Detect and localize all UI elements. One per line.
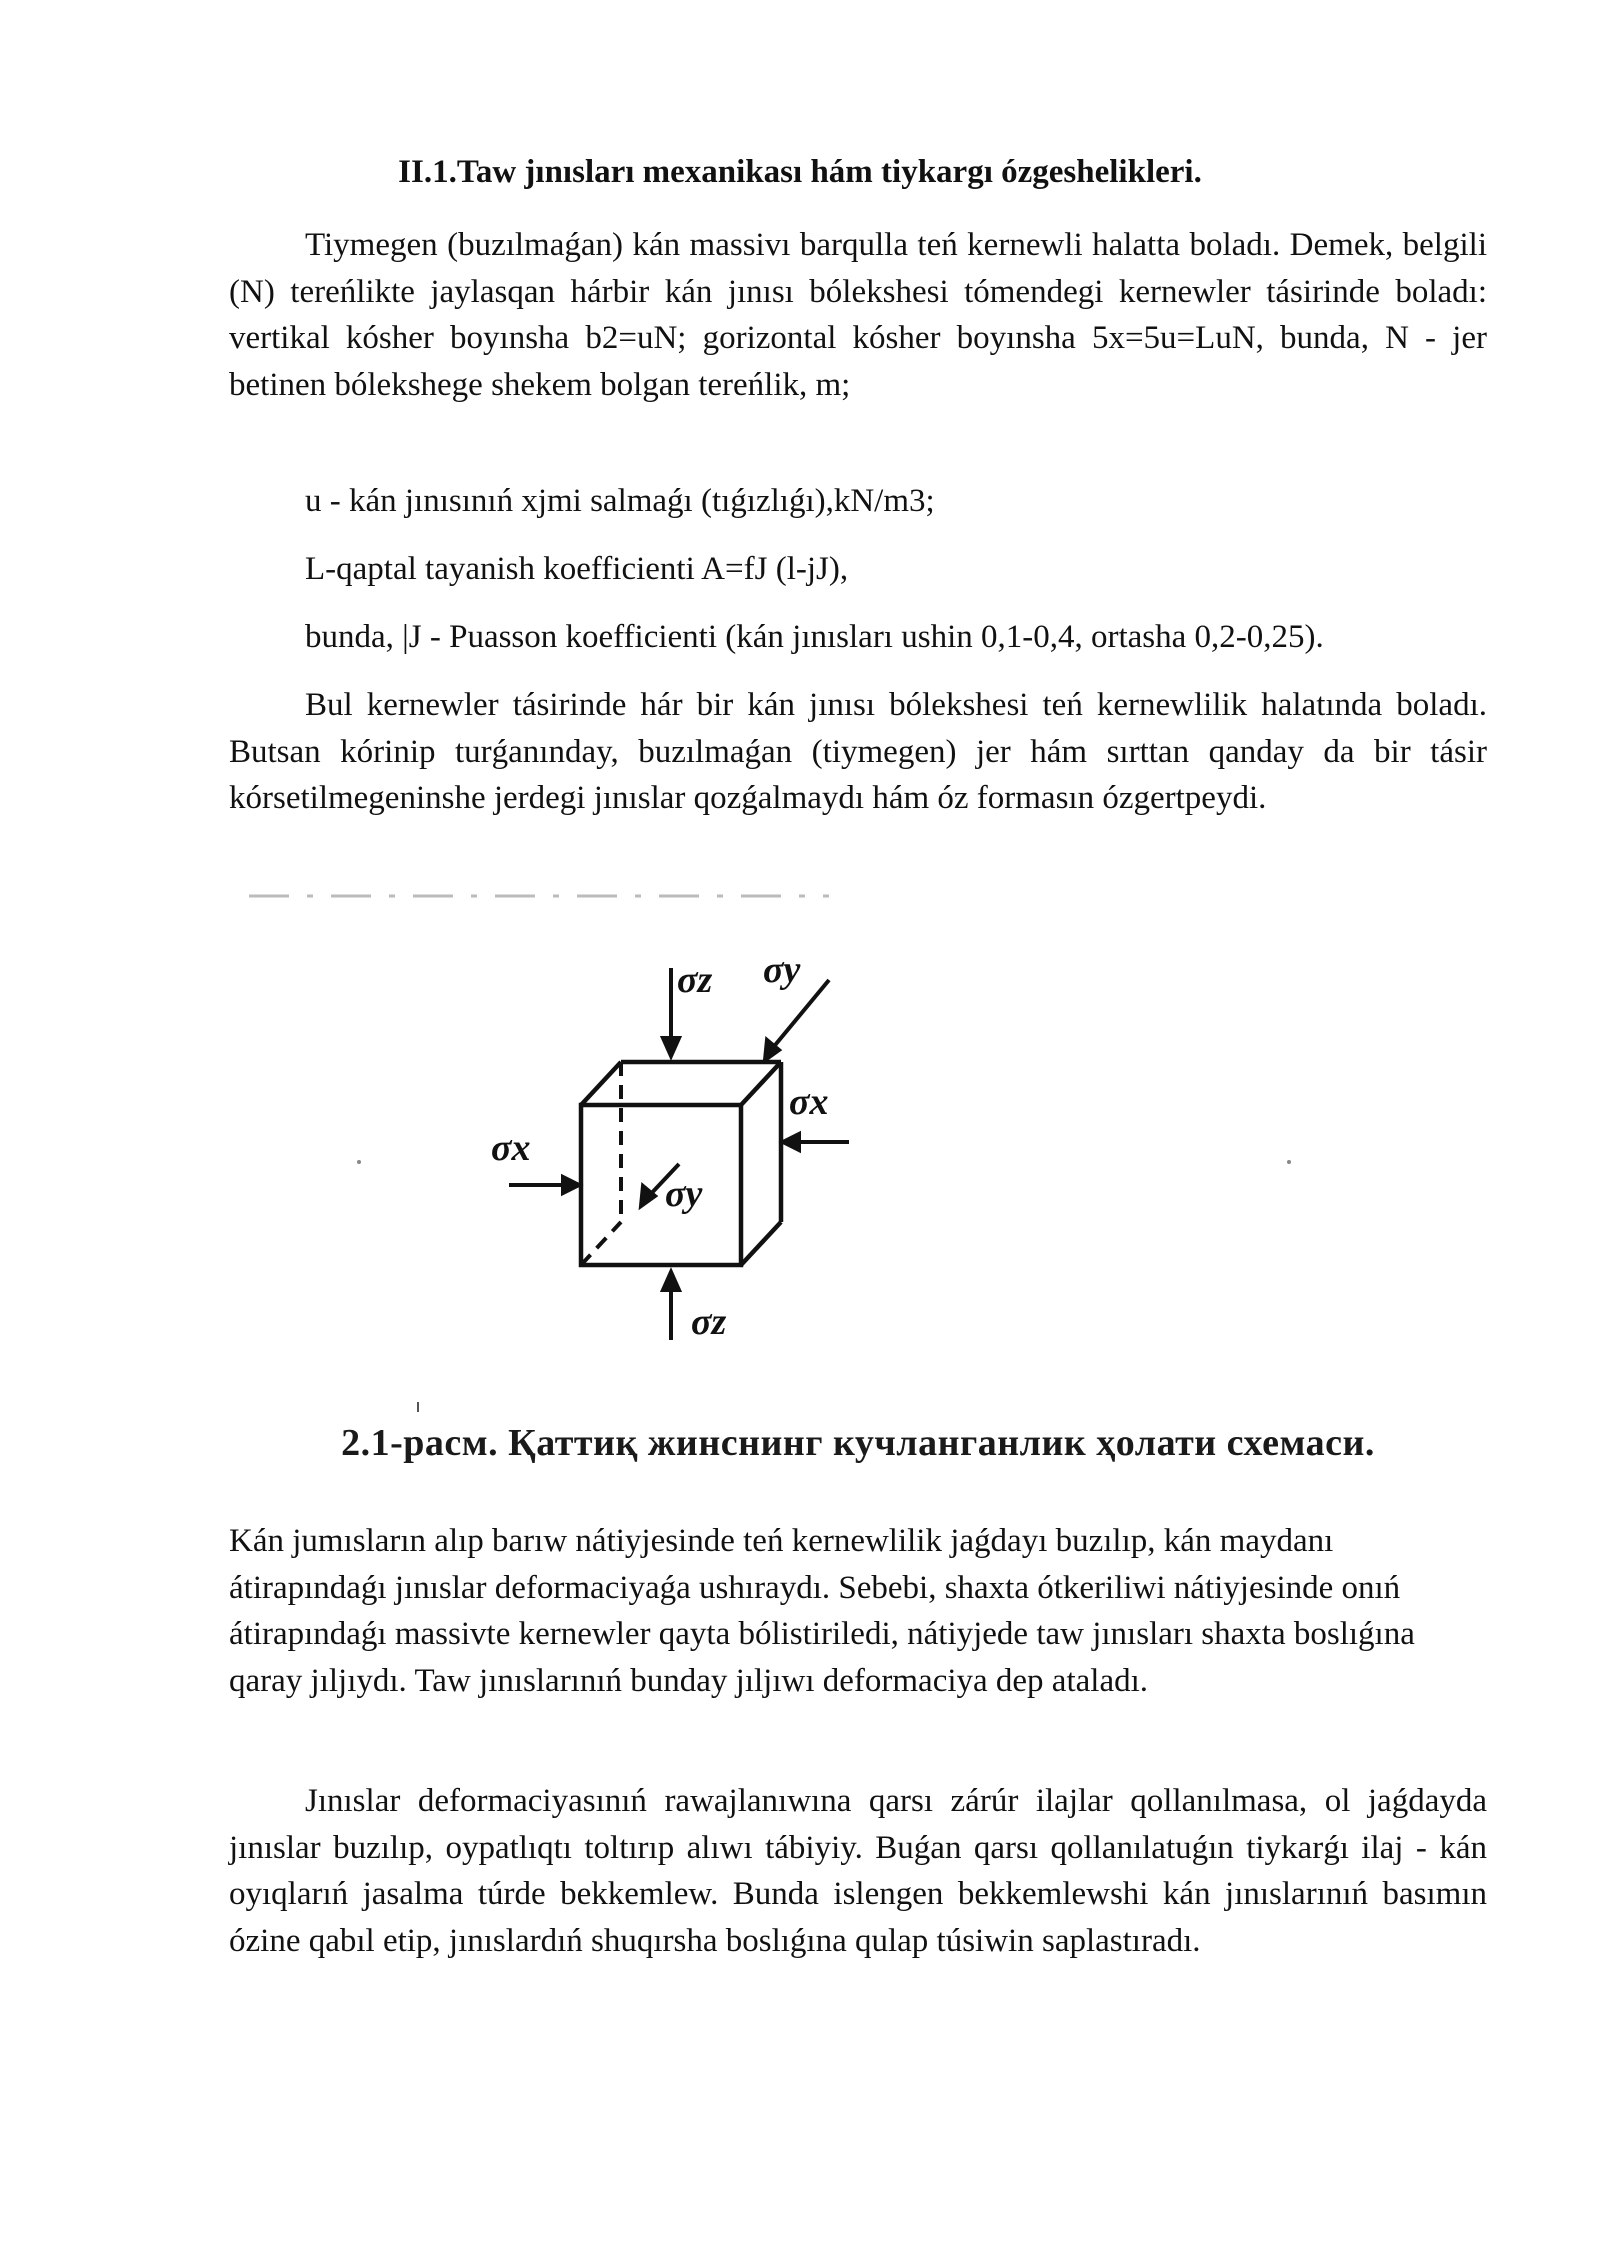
sigma-x-left-arrowhead xyxy=(563,1177,579,1193)
definition-line-3: bunda, |J - Puasson koefficienti (kán jınısları ushin 0,1-0,4, ortasha 0,2-0,25). xyxy=(305,619,1324,655)
definition-line-2: L-qaptal tayanish koefficienti A=fJ (l-jJ), xyxy=(305,551,849,587)
sigma-z-bottom-arrowhead xyxy=(663,1272,679,1290)
definition-line-1: u - kán jınısınıń xjmi salmaǵı (tıǵızlıǵı),kN/m3; xyxy=(305,483,935,519)
stress-state-figure xyxy=(229,880,1487,1500)
label-sigma-y-center: σy xyxy=(665,1173,703,1215)
cube-edge-bottom-right xyxy=(741,1222,781,1265)
label-sigma-z-bottom: σz xyxy=(691,1301,727,1343)
paragraph-2: Bul kernewler tásirinde hár bir kán jınısı bólekshesi teń kernewlilik halatında boladı. Butsan kórinip turǵanınday, buzılmaǵan (tiymegen) jer hám sırttan qanday da bir tásir kórsetilmegeninshe jerdegi jınıslar qozǵalmaydı hám óz formasın ózgertpeydi. xyxy=(229,687,1487,816)
paragraph-1: Tiymegen (buzılmaǵan) kán massivı barqulla teń kernewli halatta boladı. Demek, belgili (N) tereńlikte jaylasqan hárbir kán jınısı bólekshesi tómendegi kernewler tásirinde boladı: vertikal kósher boyınsha b2=uN; gorizontal kósher boyınsha 5x=5u=LuN, bunda, N - jer betinen bólekshege shekem bolgan tereńlik, m; xyxy=(229,227,1487,403)
label-sigma-x-left: σx xyxy=(491,1127,531,1169)
label-sigma-z-top: σz xyxy=(677,959,713,1001)
paragraph-4: Jınıslar deformaciyasınıń rawajlanıwına qarsı zárúr ilajlar qollanılmasa, ol jaǵdayda jınıslar buzılıp, oypatlıqtı toltırıp alıwı tábiyiy. Buǵan qarsı qollanılatuǵın tiykarǵı ilaj - kán oyıqlarıń jasalma túrde bekkemlew. Bunda islengen bekkemlewshi kán jınıslarınıń basımın ózine qabıl etip, jınıslardıń shuqırsha boslıǵına qulap túsiwin saplastıradı. xyxy=(229,1783,1487,1959)
cube-stress-diagram xyxy=(229,880,1487,1500)
cube-edge-top-right xyxy=(741,1062,781,1105)
sigma-z-top-arrowhead xyxy=(663,1038,679,1056)
scan-dot-left xyxy=(357,1160,361,1164)
sigma-x-right-arrowhead xyxy=(783,1134,799,1150)
scan-dot-right xyxy=(1287,1160,1291,1164)
figure-caption: 2.1-расм. Қаттиқ жинснинг кучланганлик ҳолати схемаси. xyxy=(341,1422,1375,1464)
cube-hidden-edge-diagonal xyxy=(581,1222,621,1265)
section-heading: II.1.Taw jınısları mexanikası hám tiykargı ózgeshelikleri. xyxy=(398,154,1202,190)
paragraph-3: Kán jumısların alıp barıw nátiyjesinde teń kernewlilik jaǵdayı buzılıp, kán maydanı átirapındaǵı jınıslar deformaciyaǵa ushıraydı. Sebebi, shaxta ótkeriliwi nátiyjesinde onıń átirapındaǵı massivte kernewler qayta bólistiriledi, nátiyjede taw jınısları shaxta boslıǵına qaray jıljıydı. Taw jınıslarınıń bunday jıljıwı deformaciya dep ataladı. xyxy=(229,1523,1415,1699)
cube-edge-top-left xyxy=(581,1062,621,1105)
label-sigma-x-right: σx xyxy=(789,1081,829,1123)
label-sigma-y-top: σy xyxy=(763,949,801,991)
